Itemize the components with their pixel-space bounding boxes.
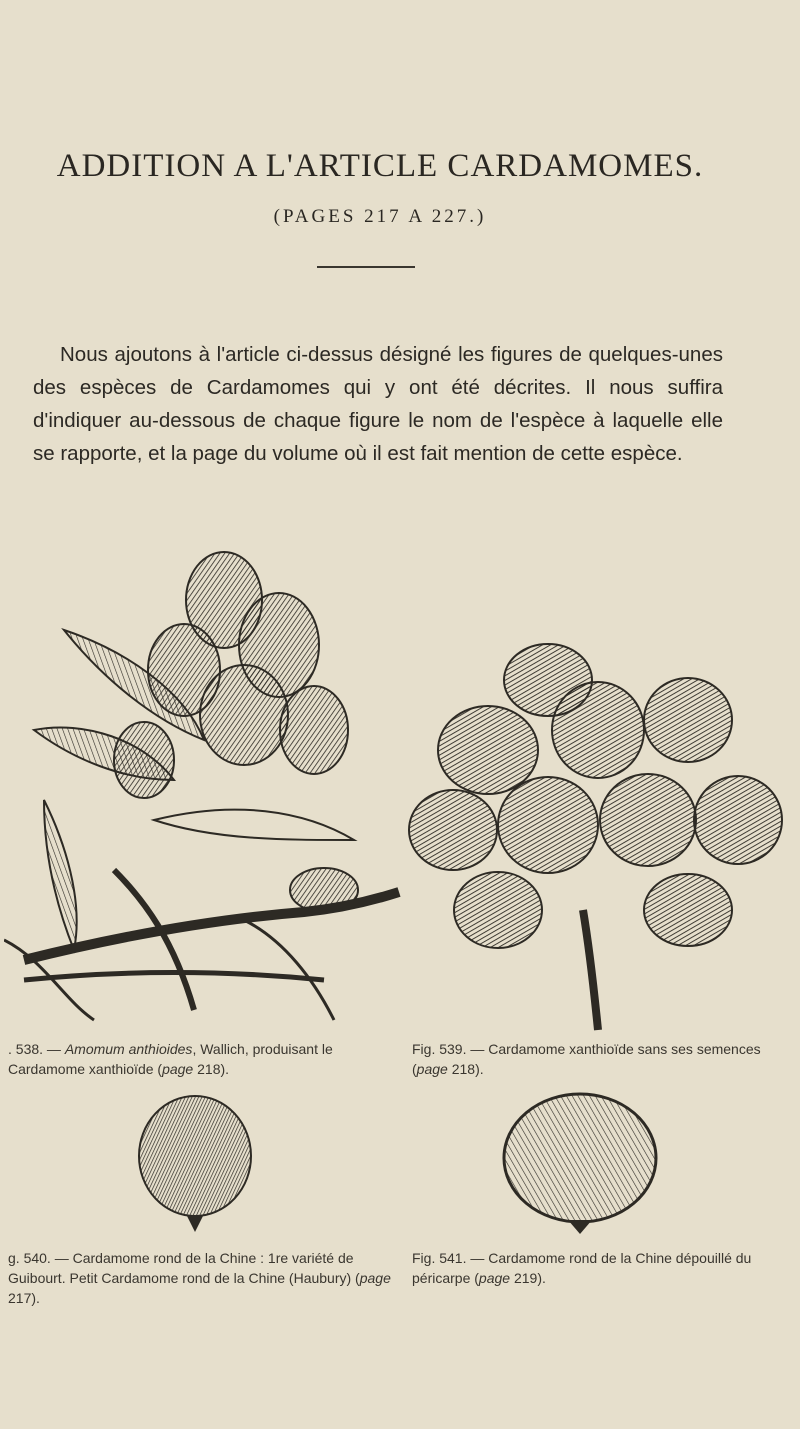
caption-text: , Wallich, produisant le Cardamome xanthioïde ( (8, 1041, 333, 1077)
intro-paragraph: Nous ajoutons à l'article ci-dessus désigné les figures de quelques-unes des espèces de Cardamomes qui y ont été décrites. Il nous suffira d'indiquer au-dessous de chaque figure le nom de l'espèce à laquelle elle se rapporte, et la page du volume où il est fait mention de cette espèce. (33, 343, 723, 465)
figure-number: . 538. — (8, 1041, 61, 1057)
page-number: 219). (510, 1270, 546, 1286)
divider-rule (317, 266, 415, 268)
figure-number: Fig. 541. — (412, 1250, 485, 1266)
species-name: Amomum anthioides (64, 1041, 193, 1057)
page-ref: page (478, 1270, 511, 1286)
figure-caption-538 (8, 1039, 388, 1079)
figure-caption-539 (412, 1039, 792, 1079)
page-subtitle: (PAGES 217 A 227.) (273, 206, 487, 227)
caption-text: Cardamome rond de la Chine dépouillé du péricarpe ( (412, 1250, 752, 1286)
page-ref: page (162, 1061, 194, 1077)
figure-caption-541 (412, 1248, 792, 1288)
round-cardamom-illustration (132, 1090, 258, 1236)
caption-text: Cardamome xanthioïde sans ses semences ( (412, 1041, 761, 1077)
peeled-cardamom-illustration (498, 1088, 662, 1236)
page-title: ADDITION A L'ARTICLE CARDAMOMES. (56, 148, 704, 184)
figure-number: g. 540. — (8, 1250, 69, 1266)
page-number: 217). (8, 1290, 40, 1306)
page-number: 218). (447, 1061, 484, 1077)
page-ref: page (416, 1061, 448, 1077)
cardamom-cluster-illustration (398, 640, 792, 1040)
figure-caption-540 (8, 1248, 398, 1308)
caption-text: Cardamome rond de la Chine : 1re variété de Guibourt. Petit Cardamome rond de la Chine (Haubury) ( (8, 1250, 360, 1286)
figure-number: Fig. 539. — (412, 1041, 485, 1057)
amomum-branch-illustration (4, 540, 406, 1032)
page-number: 218). (193, 1061, 230, 1077)
page-ref: page (359, 1270, 391, 1286)
